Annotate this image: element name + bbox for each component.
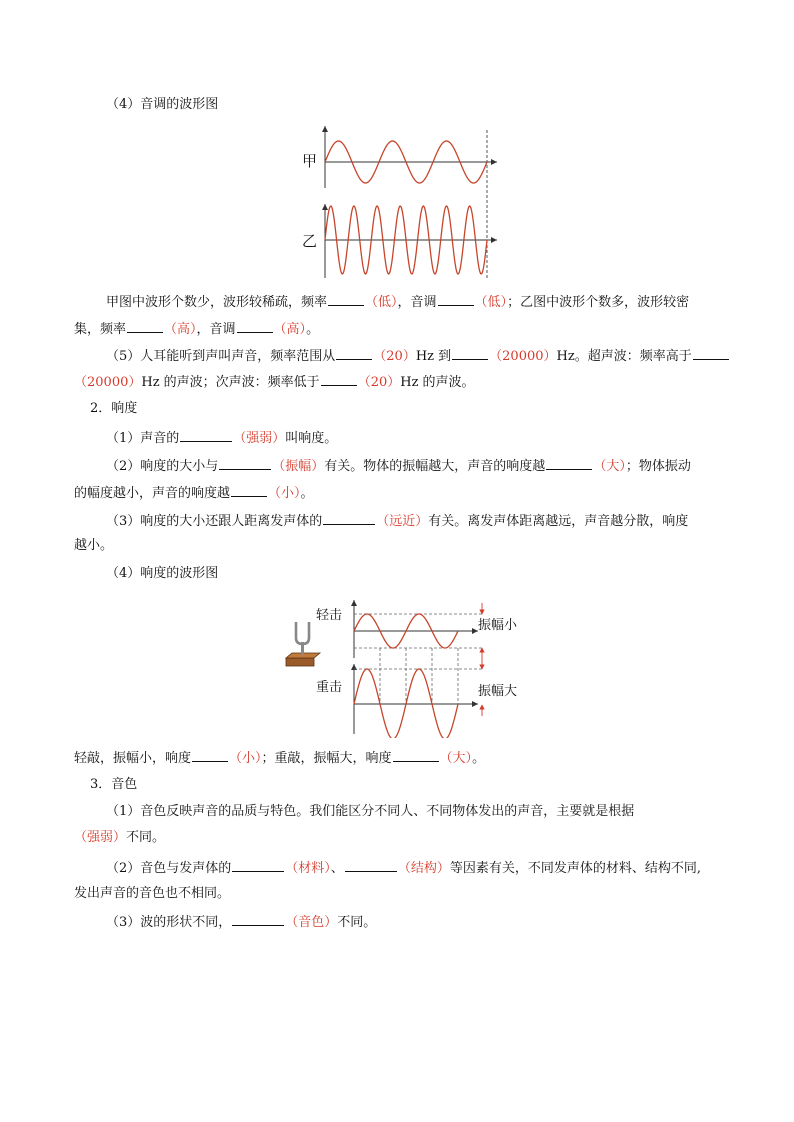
pitch-conclusion-line1: 甲图中波形个数少，波形较稀疏，频率 （低），音调 （低）；乙图中波形个数多，波形较密 [106, 292, 689, 312]
answer-blank [323, 511, 375, 525]
section-timbre-title: 3．音色 [90, 777, 138, 792]
hearing-range-line1: （5）人耳能听到声叫声音，频率范围从 （20）Hz 到 （20000）Hz。超声波：频率高于 [106, 346, 730, 366]
answer-blank [693, 346, 729, 360]
answer-small: （小） [268, 486, 301, 501]
label-large-amplitude: 振幅大 [478, 684, 518, 699]
hearing-range-line2: （20000）Hz 的声波；次声波：频率低于 （20）Hz 的声波。 [74, 372, 475, 392]
section-loudness-title: 2．响度 [90, 401, 138, 416]
answer-20000hz: （20000） [489, 349, 557, 364]
answer-structure: （结构） [397, 861, 450, 876]
timbre-def-line1: （1）音色反映声音的品质与特色。我们能区分不同人、不同物体发出的声音，主要就是根据 [106, 804, 635, 819]
answer-blank [345, 858, 397, 872]
answer-blank [328, 292, 364, 306]
answer-blank [393, 748, 439, 762]
loudness-def-line: （1）声音的 （强弱）叫响度。 [106, 428, 337, 448]
answer-blank [438, 292, 474, 306]
answer-blank [237, 319, 273, 333]
answer-blank [321, 372, 357, 386]
answer-high-pitch: （高） [273, 322, 307, 337]
answer-soft-loudness: （小） [229, 751, 262, 766]
answer-blank [232, 858, 284, 872]
answer-blank [192, 748, 228, 762]
loudness-waveform-svg [278, 598, 528, 738]
tuning-fork-icon [286, 622, 320, 666]
label-small-amplitude: 振幅小 [478, 618, 518, 633]
answer-infrasound-threshold: （20） [357, 375, 401, 390]
pitch-waveform-figure [300, 122, 510, 282]
answer-blank [546, 456, 592, 470]
answer-low-pitch: （低） [474, 295, 508, 310]
loudness-distance-line1: （3）响度的大小还跟人距离发声体的 （远近）有关。离发声体距离越远，声音越分散，响度 [106, 511, 688, 531]
answer-20hz: （20） [373, 349, 416, 364]
loudness-amplitude-line2: 的幅度越小，声音的响度越 （小）。 [74, 483, 314, 503]
loudness-waveform-figure [278, 598, 528, 738]
answer-blank [127, 319, 163, 333]
answer-blank [336, 346, 372, 360]
answer-blank [452, 346, 488, 360]
answer-timbre: （音色） [285, 915, 338, 930]
answer-large: （大） [593, 459, 626, 474]
answer-high-frequency: （高） [164, 322, 197, 337]
timbre-waveshape-line: （3）波的形状不同， （音色）不同。 [106, 912, 376, 932]
pitch-conclusion-line2: 集，频率 （高），音调 （高）。 [74, 319, 319, 339]
wave-label-jia: 甲 [302, 152, 318, 170]
loudness-amplitude-line1: （2）响度的大小与 （振幅）有关。物体的振幅越大，声音的响度越 （大）；物体振动 [106, 456, 691, 476]
label-light-strike: 轻击 [316, 608, 343, 623]
answer-blank [180, 428, 232, 442]
answer-blank [219, 456, 271, 470]
loudness-conclusion-line: 轻敲，振幅小，响度 （小）；重敲，振幅大，响度 （大）。 [74, 748, 485, 768]
answer-low-frequency: （低） [365, 295, 398, 310]
answer-distance: （远近） [376, 514, 429, 529]
answer-timbre-basis: （强弱） [74, 830, 127, 845]
wave-label-yi: 乙 [302, 232, 318, 250]
answer-blank [232, 912, 284, 926]
timbre-def-line2: （强弱）不同。 [74, 830, 166, 845]
answer-strength: （强弱） [233, 431, 286, 446]
answer-blank [231, 483, 267, 497]
answer-ultrasound-threshold: （20000） [74, 375, 142, 390]
loudness-distance-line2: 越小。 [74, 538, 114, 553]
answer-amplitude: （振幅） [272, 459, 325, 474]
timbre-factors-line2: 发出声音的音色也不相同。 [74, 886, 231, 901]
pitch-waveform-svg [300, 122, 510, 282]
timbre-factors-line1: （2）音色与发声体的 （材料）、 （结构）等因素有关，不同发声体的材料、结构不同, [106, 858, 701, 878]
pitch-waveform-heading: （4）音调的波形图 [106, 97, 219, 112]
answer-loud-loudness: （大） [439, 751, 473, 766]
label-heavy-strike: 重击 [316, 680, 343, 695]
loudness-waveform-heading: （4）响度的波形图 [106, 566, 219, 581]
answer-material: （材料） [285, 861, 331, 876]
